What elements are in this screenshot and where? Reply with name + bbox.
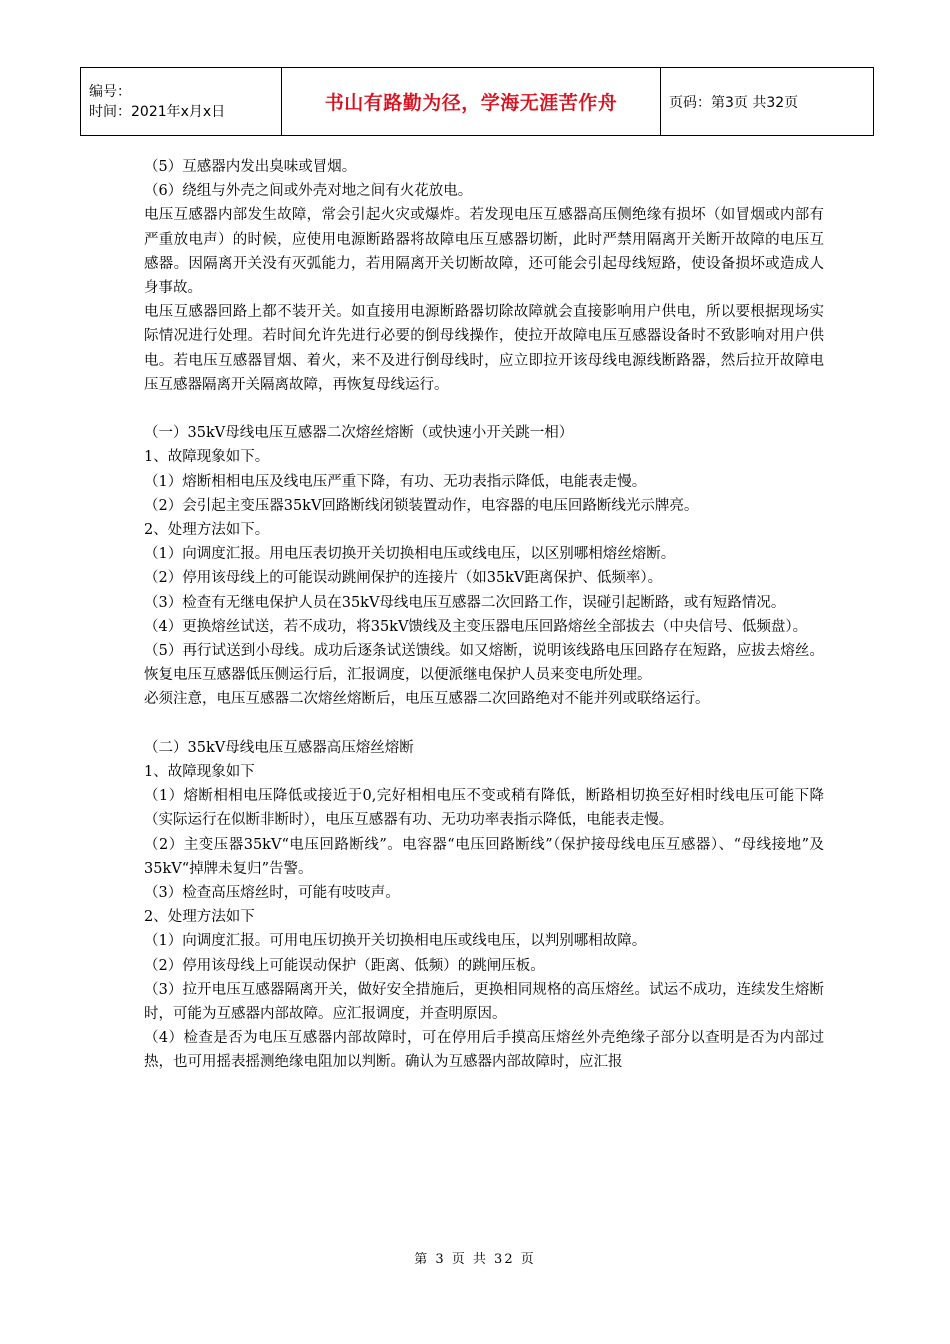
section-heading: （二）35kV母线电压互感器高压熔丝熔断 [144,739,414,756]
paragraph: 电压互感器回路上都不装开关。如直接用电源断路器切除故障就会直接影响用户供电，所以要根据现场实际情况进行处理。若时间允许先进行必要的倒母线操作，使拉开故障电压互感器设备时不致影响对用户供电。若电压互感器冒烟、着火，来不及进行倒母线时，应立即拉开该母线电源线断路器，然后拉开故障电压互感器隔离开关隔离故障，再恢复母线运行。 [144,304,824,393]
paragraph: （2）停用该母线上可能误动保护（距离、低频）的跳闸压板。 [144,957,545,974]
header-motto: 书山有路勤为径，学海无涯苦作舟 [324,92,618,114]
paragraph: （2）会引起主变压器35kV回路断线闭锁装置动作，电容器的电压回路断线光示牌亮。 [144,497,699,514]
paragraph: （3）拉开电压互感器隔离开关，做好安全措施后，更换相同规格的高压熔丝。试运不成功，连续发生熔断时，可能为互感器内部故障。应汇报调度，并查明原因。 [144,981,824,1023]
paragraph: （5）再行试送到小母线。成功后逐条试送馈线。如又熔断，说明该线路电压回路存在短路，应拔去熔丝。恢复电压互感器低压侧运行后，汇报调度，以便派继电保护人员来变电所处理。 [144,643,824,684]
paragraph: 2、处理方法如下。 [144,522,270,539]
paragraph: 2、处理方法如下 [144,909,255,926]
paragraph: （5）互感器内发出臭味或冒烟。 [144,159,357,175]
blank-line [144,712,824,736]
paragraph: （3）检查有无继电保护人员在35kV母线电压互感器二次回路工作，误碰引起断路，或有短路情况。 [144,594,786,611]
section-heading: （一）35kV母线电压互感器二次熔丝熔断（或快速小开关跳一相） [144,425,574,442]
paragraph: 1、故障现象如下 [144,764,255,781]
paragraph: 必须注意，电压互感器二次熔丝熔断后，电压互感器二次回路绝对不能并列或联络运行。 [144,691,710,708]
paragraph: （6）绕组与外壳之间或外壳对地之间有火花放电。 [144,183,473,200]
paragraph: （1）熔断相相电压降低或接近于0,完好相相电压不变或稍有降低，断路相切换至好相时线电压可能下降（实际运行在似断非断时），电压互感器有功、无功功率表指示降低，电能表走慢。 [144,788,824,829]
blank-line [144,397,824,421]
page-footer: 第 3 页 共 32 页 [414,1252,536,1267]
header-meta-cell [81,68,282,136]
document-header [80,67,874,136]
paragraph: （2）主变压器35kV“电压回路断线”。电容器“电压回路断线”（保护接母线电压互感器）、“母线接地”及35kV“掉牌未复归”告警。 [144,836,824,877]
paragraph: （4）更换熔丝试送，若不成功，将35kV馈线及主变压器电压回路熔丝全部拔去（中央信号、低频盘）。 [144,618,808,635]
document-number-label: 编号： [89,83,131,100]
paragraph: （3）检查高压熔丝时，可能有吱吱声。 [144,885,400,902]
document-date-label: 时间：2021年x月x日 [89,103,226,120]
paragraph: （1）向调度汇报。用电压表切换开关切换相电压或线电压，以区别哪相熔丝熔断。 [144,546,676,563]
paragraph: （1）向调度汇报。可用电压切换开关切换相电压或线电压，以判别哪相故障。 [144,933,647,950]
header-page-info: 页码：第3页 共32页 [669,94,799,111]
header-page-cell [661,68,874,136]
paragraph: （2）停用该母线上的可能误动跳闸保护的连接片（如35kV距离保护、低频率）。 [144,570,663,587]
paragraph: 电压互感器内部发生故障，常会引起火灾或爆炸。若发现电压互感器高压侧绝缘有损坏（如冒烟或内部有严重放电声）的时候，应使用电源断路器将故障电压互感器切断，此时严禁用隔离开关断开故障的电压互感器。因隔离开关没有灭弧能力，若用隔离开关切断故障，还可能会引起母线短路，使设备损坏或造成人身事故。 [144,207,824,297]
document-body [144,155,824,1075]
paragraph: 1、故障现象如下。 [144,449,270,466]
paragraph: （1）熔断相相电压及线电压严重下降，有功、无功表指示降低，电能表走慢。 [144,473,647,490]
paragraph: （4）检查是否为电压互感器内部故障时，可在停用后手摸高压熔丝外壳绝缘子部分以查明是否为内部过热，也可用摇表摇测绝缘电阻加以判断。确认为互感器内部故障时，应汇报 [144,1030,824,1071]
header-motto-cell [282,68,661,136]
